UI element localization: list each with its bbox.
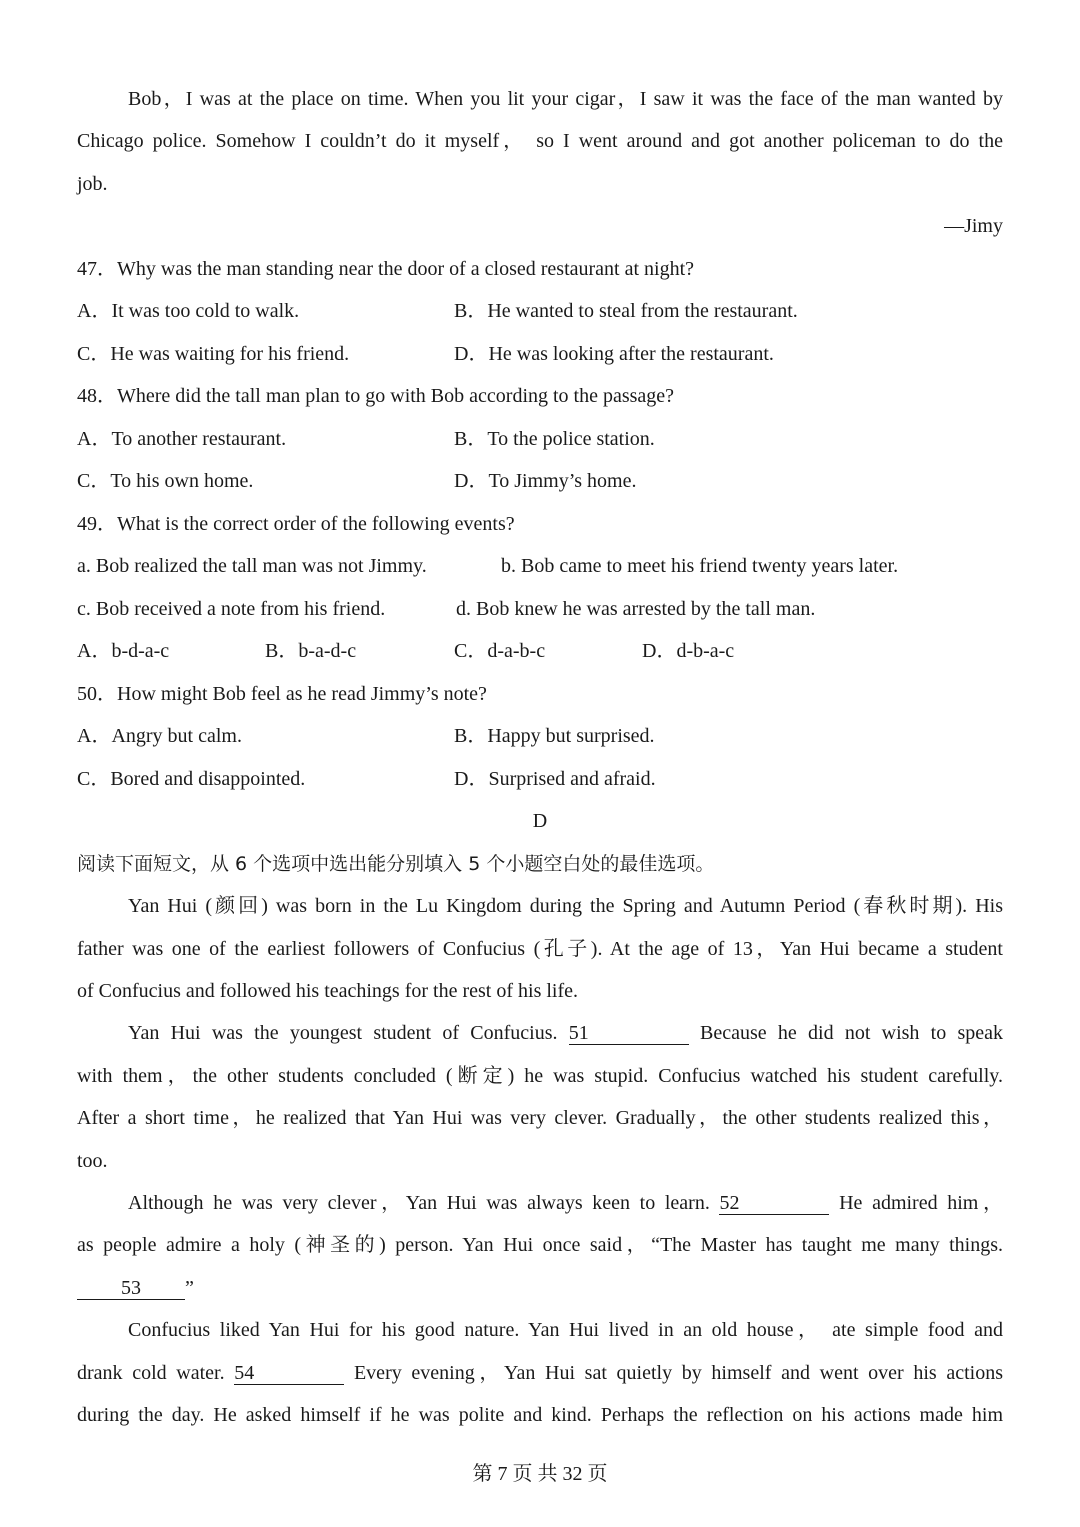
- passage-line: during the day. He asked himself if he was polite and kind. Perhaps the reflection on his actions made him: [77, 1404, 1003, 1426]
- passage-text: drank cold water.: [77, 1362, 225, 1384]
- passage-text: ”: [185, 1277, 194, 1299]
- question-49-option-b: B．b-a-d-c: [265, 640, 357, 662]
- section-instruction: 阅读下面短文，从 6 个选项中选出能分别填入 5 个小题空白处的最佳选项。: [77, 853, 715, 875]
- question-47-stem: 47．Why was the man standing near the door of a closed restaurant at night?: [77, 258, 695, 280]
- question-50-stem: 50．How might Bob feel as he read Jimmy’s note?: [77, 683, 487, 705]
- question-50-option-a: A．Angry but calm.: [77, 725, 242, 747]
- passage-line: too.: [77, 1150, 108, 1172]
- question-49-option-a: A．b-d-a-c: [77, 640, 170, 662]
- question-49-stem: 49．What is the correct order of the following events?: [77, 513, 515, 535]
- question-48-option-a: A．To another restaurant.: [77, 428, 287, 450]
- passage-text: He admired him，: [839, 1192, 1003, 1214]
- passage-text: Although he was very clever，Yan Hui was always keen to learn.: [128, 1192, 710, 1214]
- passage-line: with them，the other students concluded (断定) he was stupid. Confucius watched his student carefully.: [77, 1065, 1003, 1087]
- blank-53[interactable]: 53: [77, 1277, 185, 1300]
- passage-line: as people admire a holy (神圣的) person. Yan Hui once said，“The Master has taught me many things.: [77, 1234, 1003, 1256]
- passage-text: Yan Hui was the youngest student of Confucius.: [128, 1022, 558, 1044]
- letter-line: Chicago police. Somehow I couldn’t do it myself， so I went around and got another policeman to do the: [77, 130, 1003, 152]
- passage-line-with-blank-51: [77, 1019, 1003, 1047]
- question-49-event-d: d. Bob knew he was arrested by the tall man.: [456, 598, 816, 620]
- question-49-option-d: D．d-b-a-c: [642, 640, 735, 662]
- blank-54[interactable]: 54: [234, 1362, 344, 1385]
- passage-text: Every evening，Yan Hui sat quietly by himself and went over his actions: [353, 1362, 1004, 1384]
- letter-line: Bob，I was at the place on time. When you lit your cigar，I saw it was the face of the man wanted by: [128, 88, 1003, 110]
- passage-line: of Confucius and followed his teachings for the rest of his life.: [77, 980, 578, 1002]
- question-48-stem: 48．Where did the tall man plan to go with Bob according to the passage?: [77, 385, 675, 407]
- letter-signature: —Jimy: [944, 215, 1003, 237]
- passage-line-with-blank-52: [77, 1189, 1003, 1217]
- passage-line: After a short time，he realized that Yan Hui was very clever. Gradually，the other students realized this，: [77, 1107, 1003, 1129]
- passage-line: father was one of the earliest followers of Confucius (孔子). At the age of 13，Yan Hui became a student: [77, 938, 1003, 960]
- blank-51[interactable]: 51: [569, 1022, 689, 1045]
- question-49-option-c: C．d-a-b-c: [454, 640, 546, 662]
- page-number-footer: 第 7 页 共 32 页: [472, 1463, 608, 1485]
- question-48-option-b: B．To the police station.: [454, 428, 655, 450]
- question-48-option-d: D．To Jimmy’s home.: [454, 470, 637, 492]
- question-49-event-b: b. Bob came to meet his friend twenty years later.: [501, 555, 899, 577]
- question-47-option-b: B．He wanted to steal from the restaurant.: [454, 300, 798, 322]
- passage-text: Because he did not wish to speak: [700, 1022, 1004, 1044]
- blank-52[interactable]: 52: [719, 1192, 829, 1215]
- passage-line-with-blank-53: [77, 1274, 1003, 1302]
- question-47-option-a: A．It was too cold to walk.: [77, 300, 300, 322]
- question-48-option-c: C．To his own home.: [77, 470, 254, 492]
- question-47-option-d: D．He was looking after the restaurant.: [454, 343, 774, 365]
- question-47-option-c: C．He was waiting for his friend.: [77, 343, 350, 365]
- passage-line: Yan Hui (颜回) was born in the Lu Kingdom during the Spring and Autumn Period (春秋时期). His: [128, 895, 1003, 917]
- passage-line: Confucius liked Yan Hui for his good nature. Yan Hui lived in an old house， ate simple food and: [128, 1319, 1003, 1341]
- question-49-event-c: c. Bob received a note from his friend.: [77, 598, 386, 620]
- question-49-event-a: a. Bob realized the tall man was not Jimmy.: [77, 555, 427, 577]
- question-50-option-c: C．Bored and disappointed.: [77, 768, 306, 790]
- passage-line-with-blank-54: [77, 1359, 1003, 1387]
- question-50-option-b: B．Happy but surprised.: [454, 725, 655, 747]
- section-label: D: [532, 810, 548, 832]
- question-50-option-d: D．Surprised and afraid.: [454, 768, 656, 790]
- letter-line: job.: [77, 173, 108, 195]
